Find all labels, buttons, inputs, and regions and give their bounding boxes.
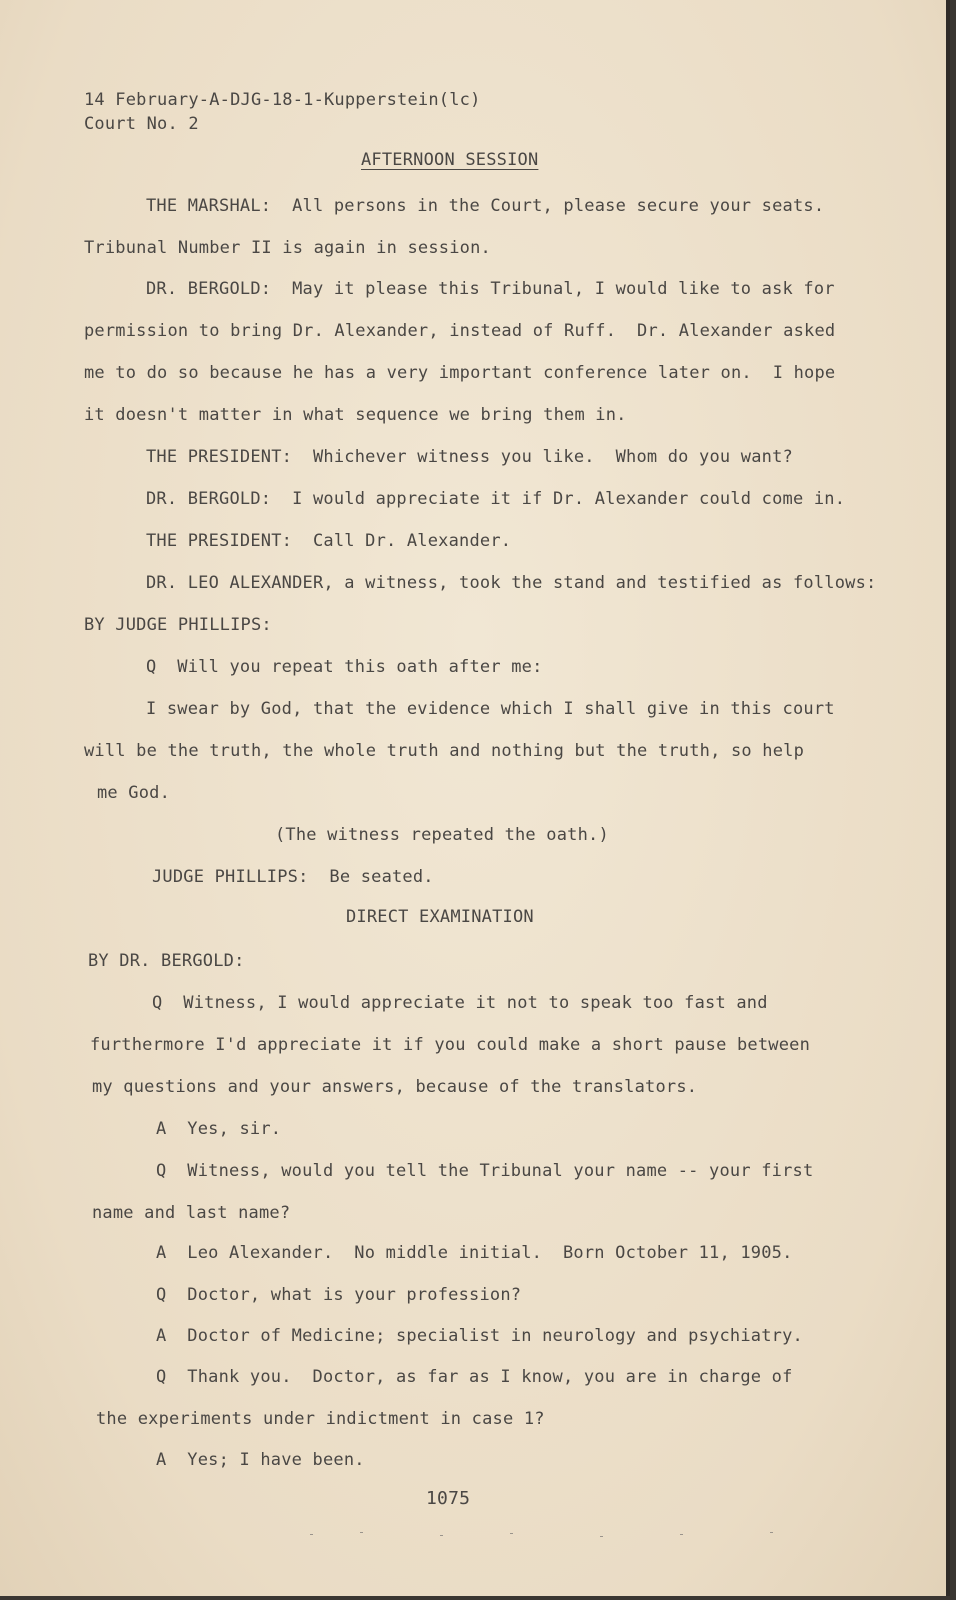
transcript-line: me God. <box>97 783 171 803</box>
transcript-line: BY DR. BERGOLD: <box>88 951 245 971</box>
transcript-line: the experiments under indictment in case 1? <box>96 1409 545 1429</box>
transcript-line: Q Witness, I would appreciate it not to speak too fast and <box>152 993 768 1013</box>
transcript-line: THE PRESIDENT: Whichever witness you like. Whom do you want? <box>146 447 793 467</box>
transcript-line: Q Witness, would you tell the Tribunal your name -- your first <box>156 1161 814 1181</box>
transcript-line: A Leo Alexander. No middle initial. Born October 11, 1905. <box>156 1243 793 1263</box>
transcript-line: permission to bring Dr. Alexander, instead of Ruff. Dr. Alexander asked <box>84 321 836 341</box>
transcript-line: Q Doctor, what is your profession? <box>156 1285 522 1305</box>
transcript-line: BY JUDGE PHILLIPS: <box>84 615 272 635</box>
transcript-line: I swear by God, that the evidence which I shall give in this court <box>146 699 835 719</box>
transcript-line: A Doctor of Medicine; specialist in neurology and psychiatry. <box>156 1326 803 1346</box>
transcript-line: A Yes, sir. <box>156 1119 282 1139</box>
header-court: Court No. 2 <box>84 114 199 134</box>
transcript-line: Q Thank you. Doctor, as far as I know, you are in charge of <box>156 1367 793 1387</box>
transcript-line: DR. BERGOLD: I would appreciate it if Dr. Alexander could come in. <box>146 489 846 509</box>
transcript-line: DR. BERGOLD: May it please this Tribunal, I would like to ask for <box>146 279 835 299</box>
transcript-line: me to do so because he has a very important conference later on. I hope <box>84 363 836 383</box>
transcript-line: will be the truth, the whole truth and nothing but the truth, so help <box>84 741 805 761</box>
transcript-line: THE MARSHAL: All persons in the Court, please secure your seats. <box>146 196 825 216</box>
transcript-line: THE PRESIDENT: Call Dr. Alexander. <box>146 531 512 551</box>
transcript-line: Q Will you repeat this oath after me: <box>146 657 543 677</box>
transcript-line: A Yes; I have been. <box>156 1450 365 1470</box>
transcript-line: it doesn't matter in what sequence we bring them in. <box>84 405 627 425</box>
page-number: 1075 <box>426 1488 471 1509</box>
transcript-line: (The witness repeated the oath.) <box>275 825 609 845</box>
transcript-line: my questions and your answers, because of the translators. <box>92 1077 698 1097</box>
transcript-line: DR. LEO ALEXANDER, a witness, took the stand and testified as follows: <box>146 573 877 593</box>
transcript-line: furthermore I'd appreciate it if you could make a short pause between <box>90 1035 811 1055</box>
header-ref: 14 February-A-DJG-18-1-Kupperstein(lc) <box>84 90 481 110</box>
paper-specks <box>300 1532 820 1542</box>
transcript-line: name and last name? <box>92 1203 291 1223</box>
transcript-line: JUDGE PHILLIPS: Be seated. <box>152 867 434 887</box>
session-title: AFTERNOON SESSION <box>361 150 539 170</box>
transcript-line: Tribunal Number II is again in session. <box>84 238 491 258</box>
section-heading: DIRECT EXAMINATION <box>346 907 534 927</box>
